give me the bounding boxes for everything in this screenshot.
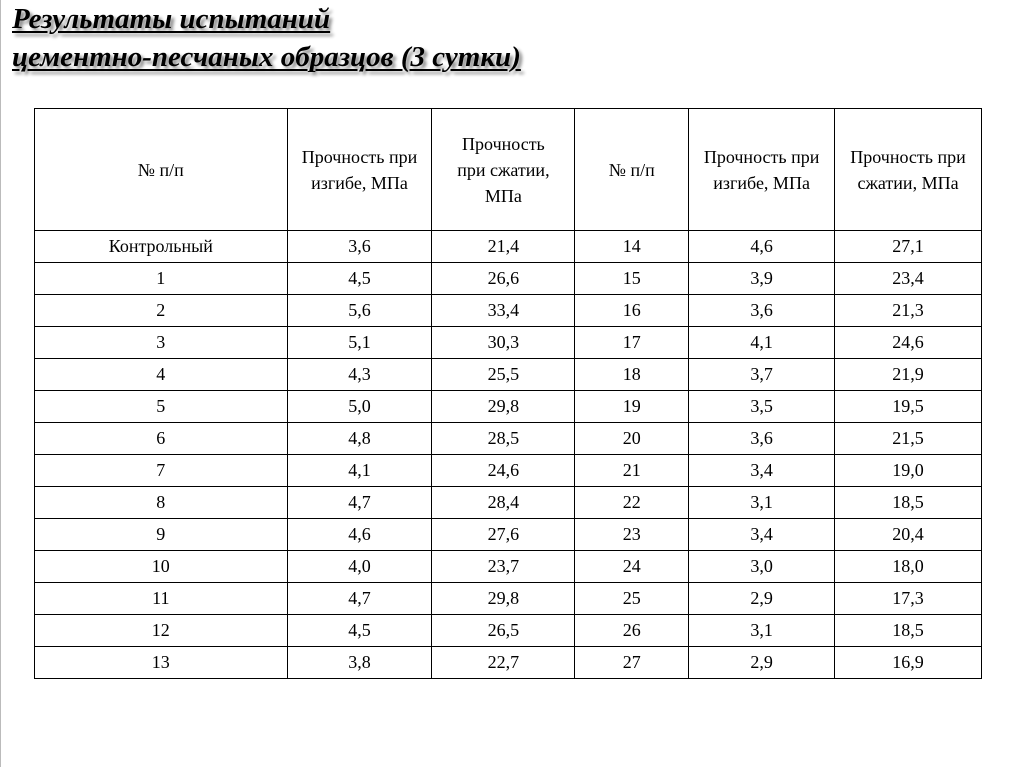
table-cell: Контрольный bbox=[35, 231, 288, 263]
table-cell: 21 bbox=[575, 455, 689, 487]
table-cell: 12 bbox=[35, 615, 288, 647]
table-cell: 21,9 bbox=[835, 359, 982, 391]
table-cell: 4,7 bbox=[287, 487, 432, 519]
table-row bbox=[35, 391, 982, 423]
table-cell: 18,0 bbox=[835, 551, 982, 583]
results-table bbox=[34, 108, 982, 679]
column-header: Прочность при изгибе, МПа bbox=[689, 109, 835, 231]
table-cell: 13 bbox=[35, 647, 288, 679]
table-cell: 4,8 bbox=[287, 423, 432, 455]
table-cell: 11 bbox=[35, 583, 288, 615]
table-cell: 4,5 bbox=[287, 615, 432, 647]
table-cell: 4,0 bbox=[287, 551, 432, 583]
table-cell: 29,8 bbox=[432, 391, 575, 423]
table-cell: 17 bbox=[575, 327, 689, 359]
table-cell: 30,3 bbox=[432, 327, 575, 359]
table-cell: 20,4 bbox=[835, 519, 982, 551]
table-cell: 3,6 bbox=[689, 423, 835, 455]
table-cell: 4 bbox=[35, 359, 288, 391]
table-cell: 2,9 bbox=[689, 583, 835, 615]
table-cell: 3,5 bbox=[689, 391, 835, 423]
column-header: № п/п bbox=[575, 109, 689, 231]
table-cell: 2 bbox=[35, 295, 288, 327]
table-cell: 4,3 bbox=[287, 359, 432, 391]
table-cell: 14 bbox=[575, 231, 689, 263]
table-cell: 17,3 bbox=[835, 583, 982, 615]
table-cell: 3,6 bbox=[287, 231, 432, 263]
table-row bbox=[35, 519, 982, 551]
table-cell: 25,5 bbox=[432, 359, 575, 391]
table-row bbox=[35, 487, 982, 519]
table-cell: 8 bbox=[35, 487, 288, 519]
table-cell: 15 bbox=[575, 263, 689, 295]
table-cell: 23,7 bbox=[432, 551, 575, 583]
table-cell: 26 bbox=[575, 615, 689, 647]
table-cell: 16 bbox=[575, 295, 689, 327]
column-header: № п/п bbox=[35, 109, 288, 231]
table-cell: 18,5 bbox=[835, 615, 982, 647]
table-cell: 19,0 bbox=[835, 455, 982, 487]
table-cell: 9 bbox=[35, 519, 288, 551]
table-cell: 4,5 bbox=[287, 263, 432, 295]
table-cell: 18,5 bbox=[835, 487, 982, 519]
table-cell: 4,1 bbox=[287, 455, 432, 487]
table-cell: 5,0 bbox=[287, 391, 432, 423]
table-row bbox=[35, 455, 982, 487]
table-cell: 4,1 bbox=[689, 327, 835, 359]
table-cell: 3,9 bbox=[689, 263, 835, 295]
table-cell: 21,3 bbox=[835, 295, 982, 327]
table-cell: 5 bbox=[35, 391, 288, 423]
table-cell: 27,1 bbox=[835, 231, 982, 263]
table-cell: 3,8 bbox=[287, 647, 432, 679]
table-cell: 4,7 bbox=[287, 583, 432, 615]
table-row bbox=[35, 327, 982, 359]
table-cell: 21,5 bbox=[835, 423, 982, 455]
table-cell: 18 bbox=[575, 359, 689, 391]
table-header-row bbox=[35, 109, 982, 231]
table-row bbox=[35, 647, 982, 679]
table-cell: 28,4 bbox=[432, 487, 575, 519]
table-cell: 4,6 bbox=[287, 519, 432, 551]
table-cell: 26,5 bbox=[432, 615, 575, 647]
table-row bbox=[35, 231, 982, 263]
column-header: Прочность при сжатии, МПа bbox=[432, 109, 575, 231]
table-cell: 21,4 bbox=[432, 231, 575, 263]
table-cell: 23 bbox=[575, 519, 689, 551]
table-cell: 24,6 bbox=[835, 327, 982, 359]
table-row bbox=[35, 423, 982, 455]
table-cell: 27,6 bbox=[432, 519, 575, 551]
table-cell: 6 bbox=[35, 423, 288, 455]
table-cell: 5,6 bbox=[287, 295, 432, 327]
table-cell: 3 bbox=[35, 327, 288, 359]
column-header: Прочность при изгибе, МПа bbox=[287, 109, 432, 231]
table-cell: 3,4 bbox=[689, 519, 835, 551]
table-cell: 3,1 bbox=[689, 487, 835, 519]
table-cell: 3,6 bbox=[689, 295, 835, 327]
table-row bbox=[35, 359, 982, 391]
table-cell: 5,1 bbox=[287, 327, 432, 359]
table-cell: 3,7 bbox=[689, 359, 835, 391]
table-cell: 1 bbox=[35, 263, 288, 295]
title-line-2: цементно-песчаных образцов (3 сутки) bbox=[12, 41, 521, 73]
table-cell: 29,8 bbox=[432, 583, 575, 615]
table-cell: 4,6 bbox=[689, 231, 835, 263]
slide-title bbox=[12, 0, 521, 76]
table-cell: 20 bbox=[575, 423, 689, 455]
column-header: Прочность при сжатии, МПа bbox=[835, 109, 982, 231]
table-row bbox=[35, 263, 982, 295]
table-cell: 24 bbox=[575, 551, 689, 583]
table-row bbox=[35, 615, 982, 647]
table-cell: 19 bbox=[575, 391, 689, 423]
table-cell: 23,4 bbox=[835, 263, 982, 295]
table-cell: 28,5 bbox=[432, 423, 575, 455]
table-cell: 33,4 bbox=[432, 295, 575, 327]
slide-edge bbox=[0, 0, 1, 767]
table-cell: 3,0 bbox=[689, 551, 835, 583]
table-cell: 2,9 bbox=[689, 647, 835, 679]
table-cell: 3,1 bbox=[689, 615, 835, 647]
title-line-1: Результаты испытаний bbox=[12, 3, 331, 35]
table-cell: 16,9 bbox=[835, 647, 982, 679]
table-cell: 22,7 bbox=[432, 647, 575, 679]
table-cell: 3,4 bbox=[689, 455, 835, 487]
table-cell: 24,6 bbox=[432, 455, 575, 487]
table-cell: 27 bbox=[575, 647, 689, 679]
table-cell: 22 bbox=[575, 487, 689, 519]
table-cell: 26,6 bbox=[432, 263, 575, 295]
table-cell: 7 bbox=[35, 455, 288, 487]
table-row bbox=[35, 295, 982, 327]
table-cell: 10 bbox=[35, 551, 288, 583]
table-row bbox=[35, 583, 982, 615]
table-row bbox=[35, 551, 982, 583]
table-cell: 25 bbox=[575, 583, 689, 615]
table-cell: 19,5 bbox=[835, 391, 982, 423]
